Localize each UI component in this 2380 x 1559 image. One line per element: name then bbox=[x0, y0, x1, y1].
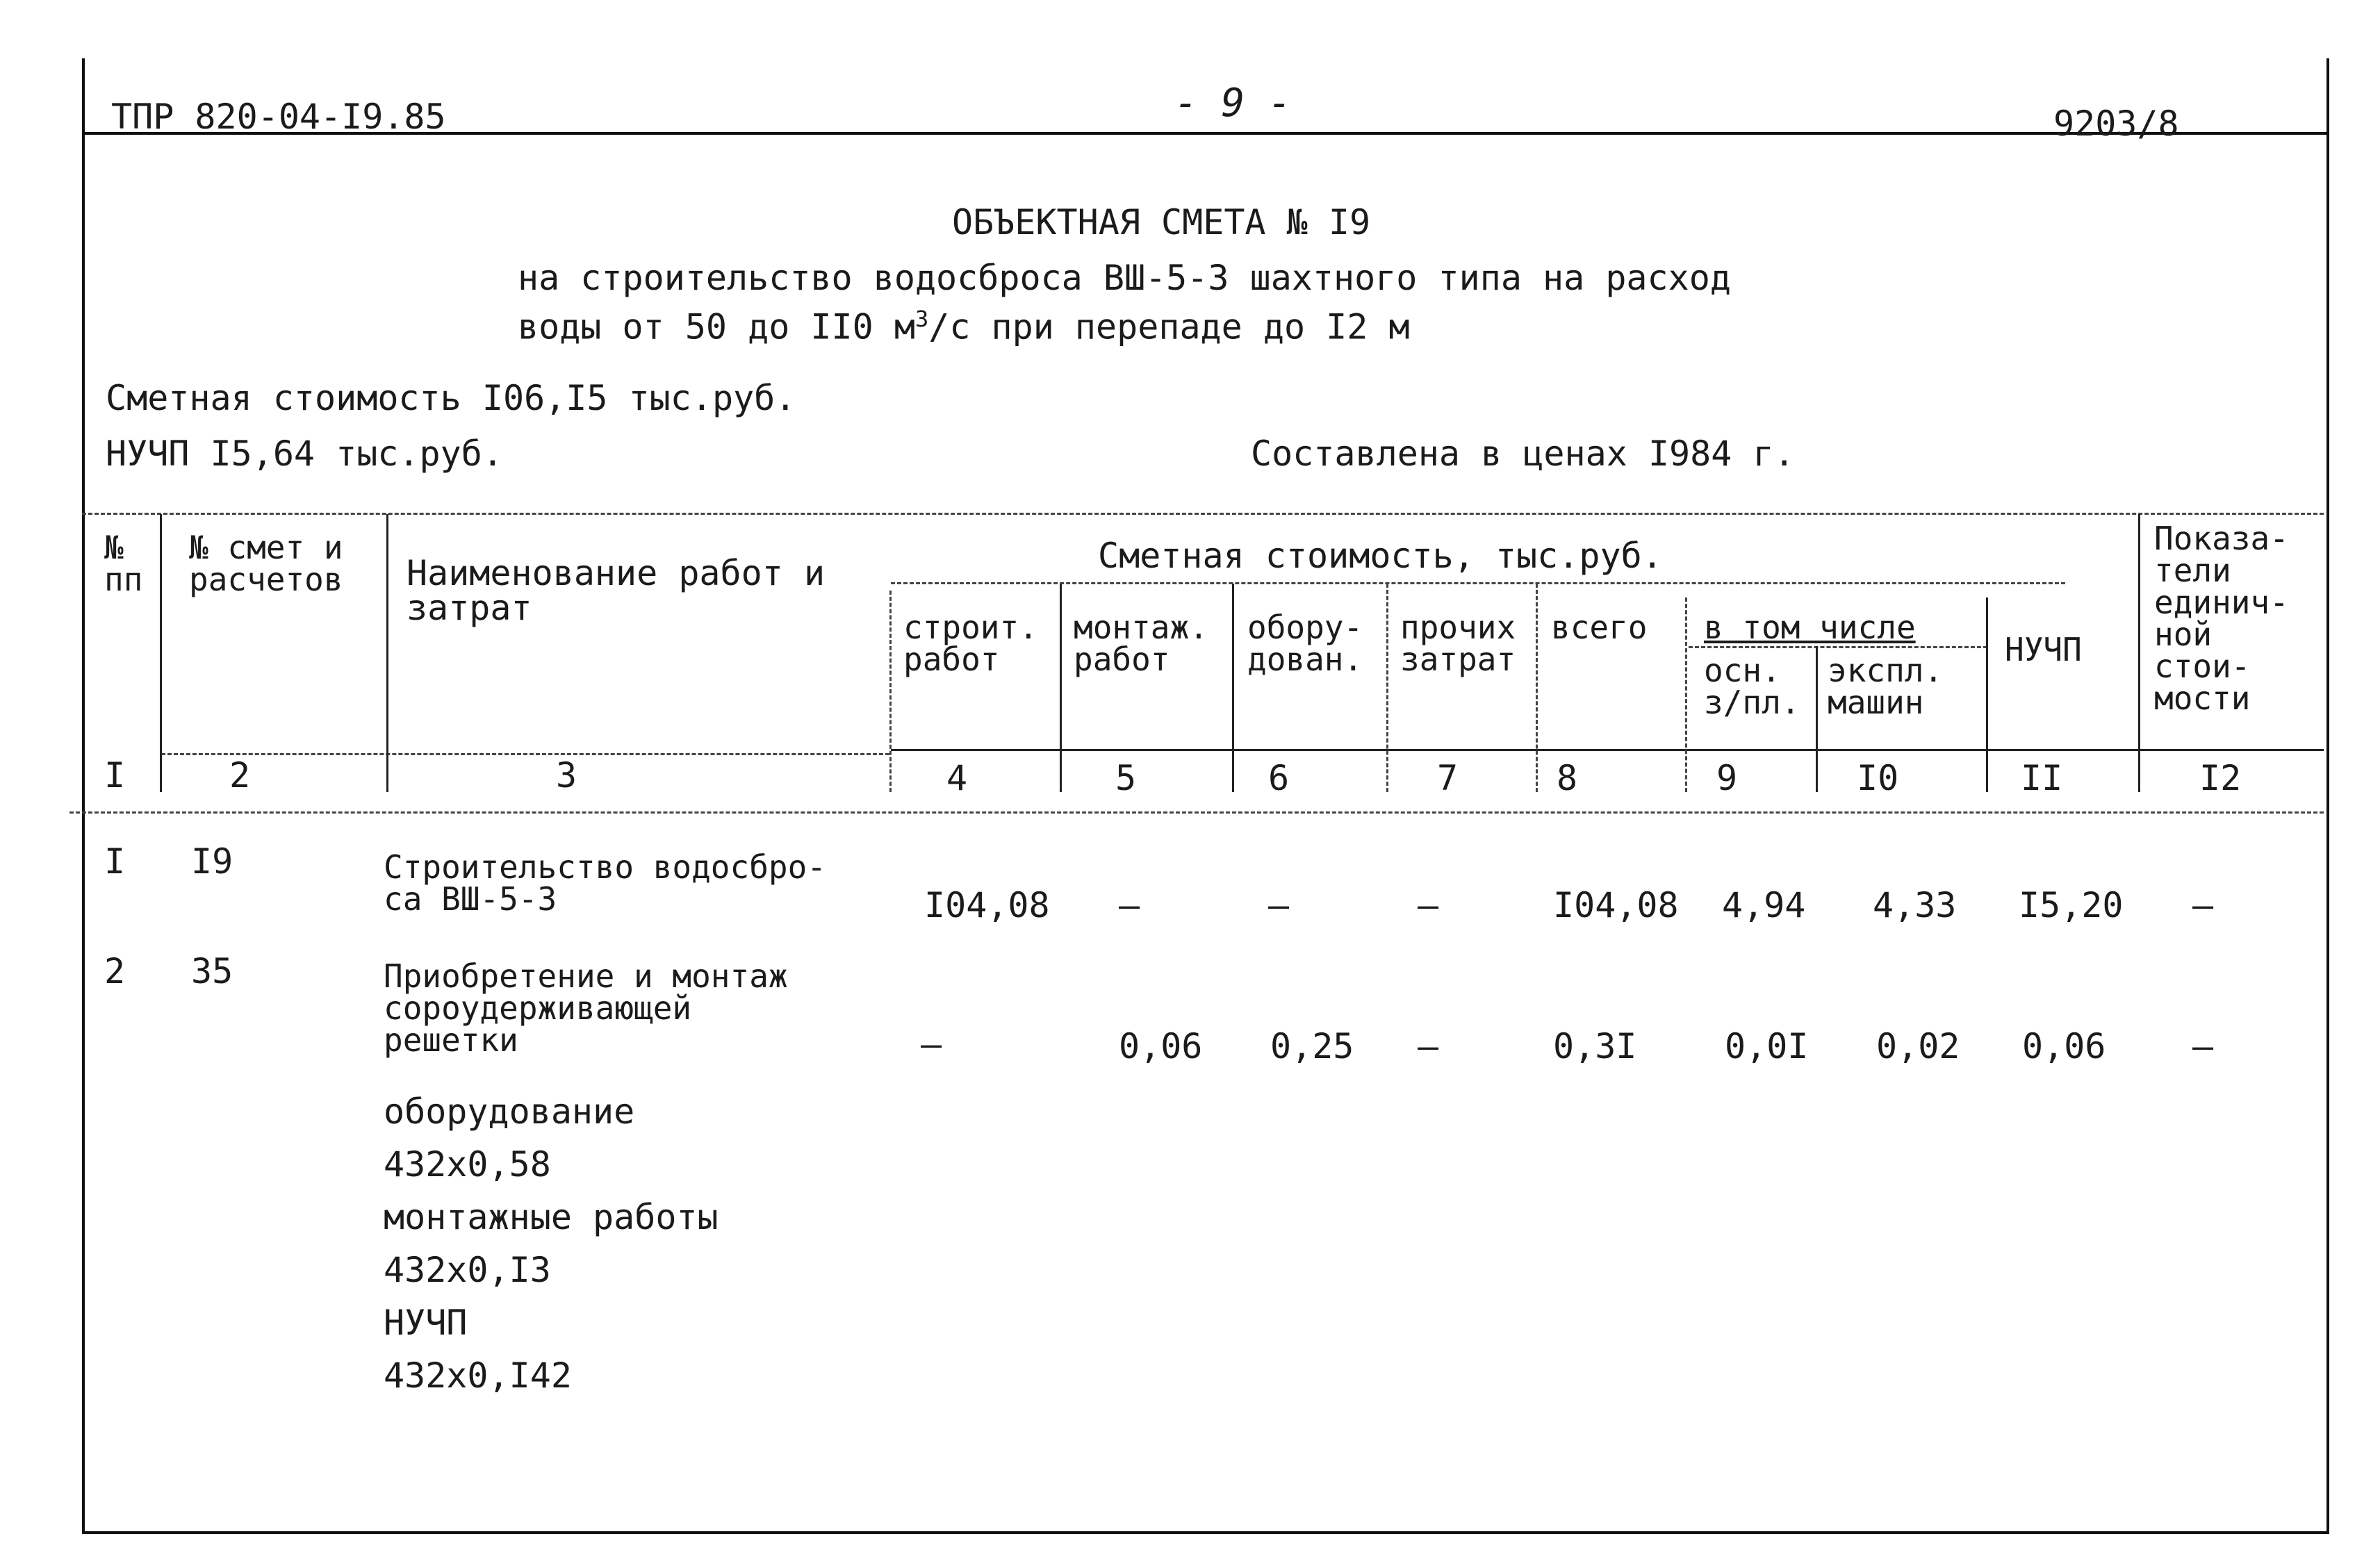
row1-mount: – bbox=[1119, 885, 1140, 925]
estimate-subtitle-1: на строительство водосброса ВШ-5-3 шахтного типа на расход bbox=[518, 258, 1731, 298]
column-number-rule-left bbox=[161, 753, 889, 755]
note-nuchp: НУЧП bbox=[384, 1303, 468, 1343]
col-sep-6 bbox=[1386, 584, 1388, 792]
col-sep-3 bbox=[889, 591, 892, 792]
header-name: Наименование работ и затрат bbox=[407, 553, 826, 628]
row2-build: – bbox=[921, 1024, 942, 1064]
note-nuchp-calc: 432х0,I42 bbox=[384, 1355, 572, 1396]
row2-indic: – bbox=[2192, 1026, 2214, 1066]
note-mounting-calc: 432х0,I3 bbox=[384, 1250, 551, 1290]
header-calc: № смет и расчетов bbox=[189, 529, 343, 598]
header-build: строит. работ bbox=[903, 609, 1038, 678]
row2-name: Приобретение и монтаж сороудерживающей решетки bbox=[384, 957, 788, 1059]
column-number-rule bbox=[891, 749, 2324, 751]
header-equip: обору- дован. bbox=[1247, 609, 1363, 678]
row2-nuchp: 0,06 bbox=[2022, 1026, 2106, 1066]
header-osn: осн. з/пл. bbox=[1704, 652, 1800, 721]
row1-equip: – bbox=[1268, 885, 1290, 925]
col-sep-2 bbox=[386, 514, 388, 792]
col-number-11: II bbox=[2021, 758, 2063, 798]
header-incl: в том числе bbox=[1704, 609, 1916, 646]
price-basis: Составлена в ценах I984 г. bbox=[1251, 434, 1795, 474]
header-nuchp: НУЧП bbox=[2005, 631, 2082, 668]
col-sep-11 bbox=[2138, 514, 2140, 792]
col-sep-1 bbox=[160, 514, 162, 792]
header-indic: Показа- тели единич- ной стои- мости bbox=[2154, 520, 2289, 717]
col-sep-9 bbox=[1816, 646, 1818, 792]
row2-osn: 0,0I bbox=[1725, 1026, 1809, 1066]
incl-rule bbox=[1689, 646, 1987, 648]
col-number-3: 3 bbox=[556, 755, 577, 795]
row1-indic: – bbox=[2192, 885, 2214, 925]
row1-nuchp: I5,20 bbox=[2019, 885, 2124, 925]
header-bottom-rule bbox=[69, 811, 2324, 814]
estimate-title: ОБЪЕКТНАЯ СМЕТА № I9 bbox=[952, 202, 1371, 242]
group-rule bbox=[891, 582, 2065, 584]
estimated-cost: Сметная стоимость I06,I5 тыс.руб. bbox=[106, 378, 796, 418]
estimate-subtitle-2: воды от 50 до II0 $м^3/с$ при перепаде до I2 м bbox=[518, 306, 1410, 347]
col-sep-4 bbox=[1060, 584, 1062, 792]
row1-osn: 4,94 bbox=[1722, 885, 1806, 925]
col-number-5: 5 bbox=[1115, 758, 1137, 798]
row2-expl: 0,02 bbox=[1876, 1026, 1960, 1066]
col-number-1: I bbox=[104, 755, 126, 795]
col-number-7: 7 bbox=[1437, 758, 1459, 798]
row1-num: I bbox=[104, 841, 126, 882]
col-number-12: I2 bbox=[2199, 758, 2242, 798]
header-other: прочих затрат bbox=[1400, 609, 1516, 678]
header-cost-group: Сметная стоимость, тыс.руб. bbox=[1098, 536, 1663, 576]
header-num: № пп bbox=[104, 529, 143, 598]
page-number: - 9 - bbox=[1174, 81, 1292, 126]
header-mount: монтаж. работ bbox=[1074, 609, 1208, 678]
col-number-6: 6 bbox=[1268, 758, 1290, 798]
table-top-rule bbox=[82, 513, 2324, 515]
row1-expl: 4,33 bbox=[1873, 885, 1957, 925]
nuchp-total: НУЧП I5,64 тыс.руб. bbox=[106, 434, 503, 474]
header-total: всего bbox=[1551, 609, 1648, 646]
row2-calc: 35 bbox=[191, 951, 233, 991]
col-sep-10 bbox=[1986, 597, 1988, 792]
sheet-code: 9203/8 bbox=[2053, 104, 2179, 144]
row1-name: Строительство водосбро- са ВШ-5-3 bbox=[384, 848, 826, 918]
col-number-4: 4 bbox=[946, 758, 968, 798]
col-sep-7 bbox=[1536, 584, 1538, 792]
col-number-8: 8 bbox=[1557, 758, 1578, 798]
note-equipment-calc: 432х0,58 bbox=[384, 1144, 551, 1185]
col-sep-5 bbox=[1232, 584, 1234, 792]
row1-build: I04,08 bbox=[924, 885, 1050, 925]
note-mounting: монтажные работы bbox=[384, 1197, 719, 1237]
row2-other: – bbox=[1418, 1026, 1439, 1066]
doc-code: ТПР 820-04-I9.85 bbox=[111, 97, 446, 137]
row2-total: 0,3I bbox=[1553, 1026, 1637, 1066]
col-number-10: I0 bbox=[1857, 758, 1899, 798]
row1-other: – bbox=[1418, 885, 1439, 925]
row2-mount: 0,06 bbox=[1119, 1026, 1203, 1066]
row1-calc: I9 bbox=[191, 841, 233, 882]
col-sep-8 bbox=[1685, 597, 1687, 792]
row2-num: 2 bbox=[104, 951, 126, 991]
row1-total: I04,08 bbox=[1553, 885, 1679, 925]
note-equipment: оборудование bbox=[384, 1091, 635, 1132]
col-number-9: 9 bbox=[1716, 758, 1738, 798]
col-number-2: 2 bbox=[229, 755, 251, 795]
row2-equip: 0,25 bbox=[1270, 1026, 1354, 1066]
header-expl: экспл. машин bbox=[1828, 652, 1944, 721]
